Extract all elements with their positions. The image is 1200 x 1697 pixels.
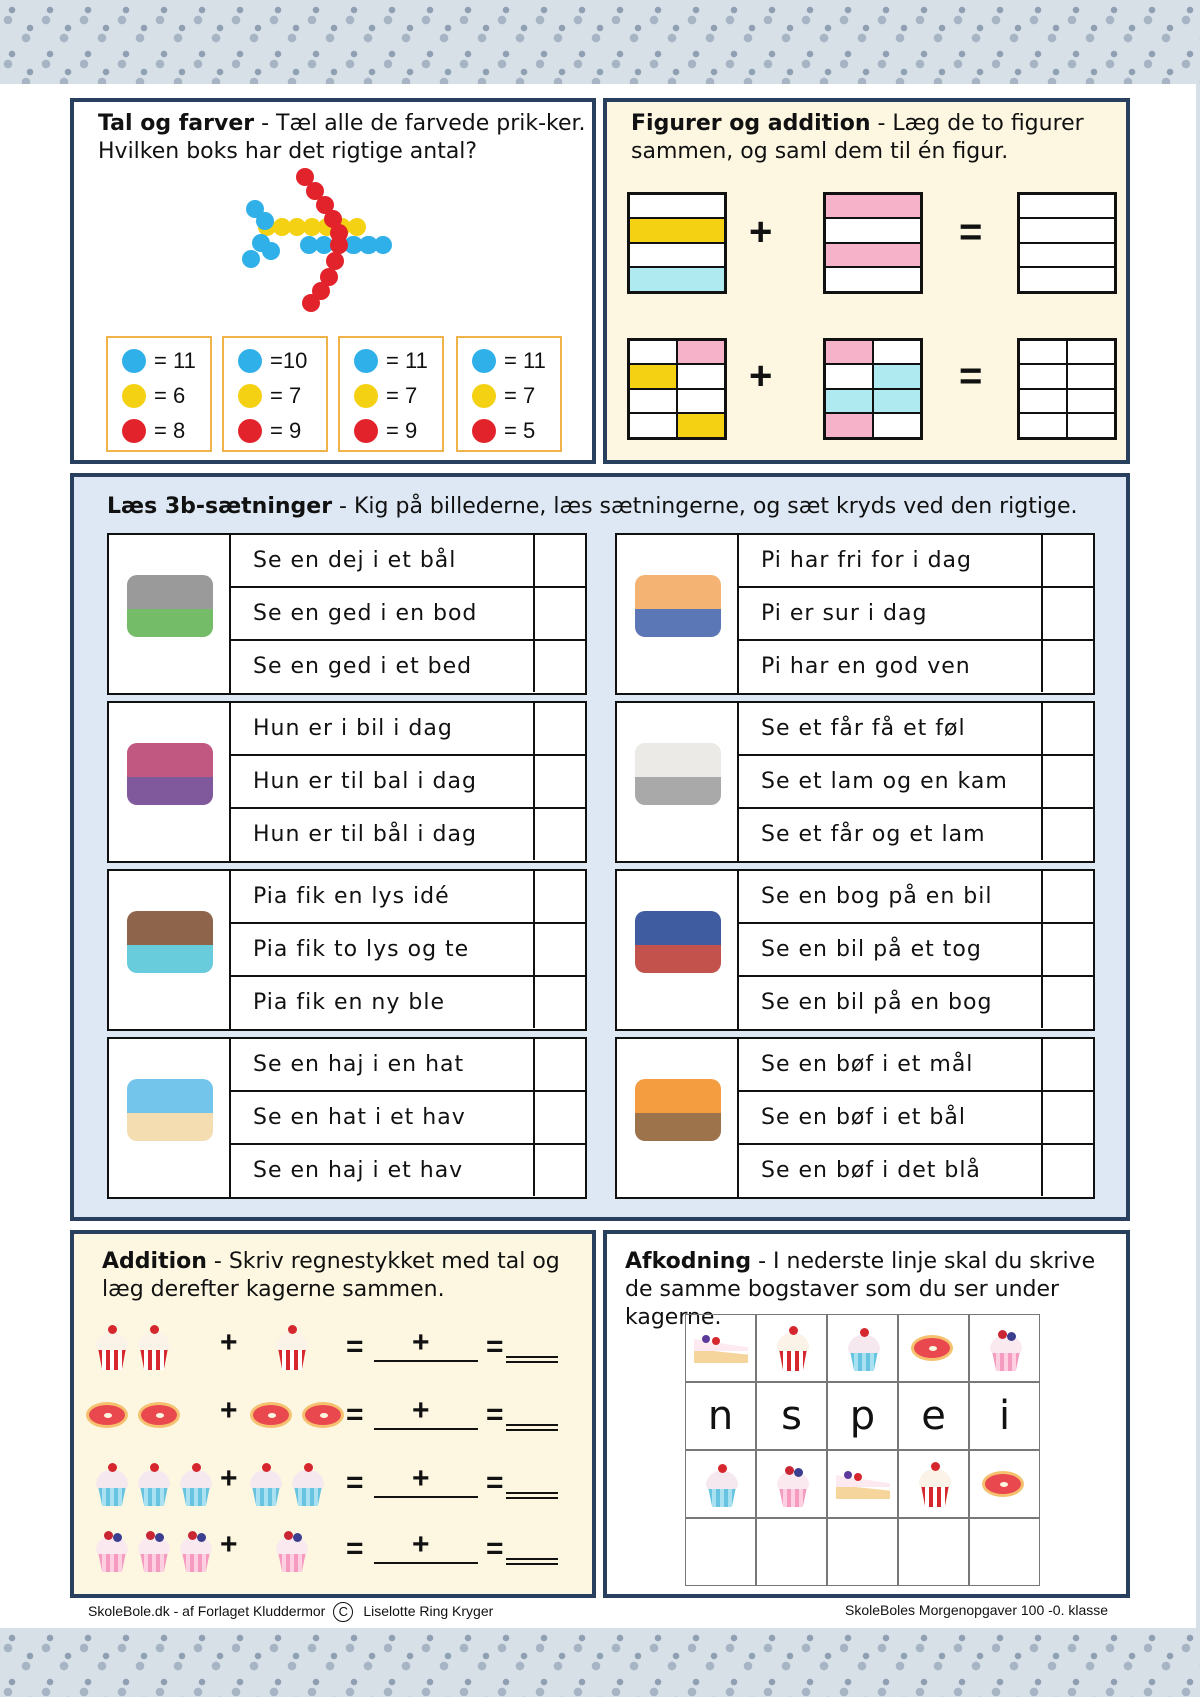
panel-afkodning <box>603 1230 1130 1598</box>
cupcake-pink-icon <box>176 1522 216 1572</box>
decode-cake-cell <box>685 1314 756 1382</box>
cupcake-pink-icon <box>272 1522 312 1572</box>
donut-icon <box>982 1457 1030 1507</box>
checkbox[interactable] <box>535 1092 585 1143</box>
equals-sign: = <box>346 1330 364 1363</box>
sentence-block <box>107 869 587 1031</box>
sentence-text: Se en bog på en bil <box>739 871 1043 922</box>
decode-letter: n <box>707 1393 734 1439</box>
shape-answer-1[interactable] <box>1017 192 1117 294</box>
decode-letter-cell <box>827 1382 898 1450</box>
footer-left: SkoleBole.dk - af Forlaget Kluddermor C Liselotte Ring Kryger <box>88 1602 493 1622</box>
sentence-text: Se en ged i en bod <box>231 588 535 639</box>
ballroom-dance-icon <box>109 703 231 861</box>
plus-sign: + <box>220 1326 238 1359</box>
sentence-row <box>231 924 585 977</box>
sentence-row <box>739 1145 1093 1198</box>
girl-with-bell-icon <box>617 535 739 693</box>
sentence-row <box>231 809 585 862</box>
equals-sign: = <box>486 1466 504 1499</box>
sentence-row <box>739 871 1093 924</box>
result-line[interactable] <box>506 1356 558 1358</box>
equals-sign: = <box>486 1398 504 1431</box>
answer-box-3[interactable]: = 11 = 7 = 9 <box>338 336 444 452</box>
decode-cake-cell <box>827 1314 898 1382</box>
decode-cake-cell <box>756 1450 827 1518</box>
sentence-text: Pia fik to lys og te <box>231 924 535 975</box>
checkbox[interactable] <box>535 756 585 807</box>
sentence-row <box>231 535 585 588</box>
sentence-text: Se en bøf i et mål <box>739 1039 1043 1090</box>
decode-letter-cell <box>969 1382 1040 1450</box>
panel-title: Læs 3b-sætninger - Kig på billederne, læs sætningerne, og sæt kryds ved den rigtige. <box>107 494 1078 519</box>
blue-dot-icon <box>122 349 146 373</box>
checkbox[interactable] <box>535 809 585 860</box>
sentence-text: Se en haj i en hat <box>231 1039 535 1090</box>
plus-sign: + <box>220 1462 238 1495</box>
addition-row <box>74 1518 594 1584</box>
cupcake-blue-icon <box>92 1456 132 1506</box>
shape-b1 <box>823 192 923 294</box>
equals-sign: = <box>486 1330 504 1363</box>
cupcake-blue-icon <box>176 1456 216 1506</box>
sentence-row <box>231 1145 585 1198</box>
shape-a2 <box>627 338 727 440</box>
equals-sign: = <box>346 1398 364 1431</box>
equals-sign: = <box>346 1466 364 1499</box>
sentence-row <box>231 977 585 1030</box>
sentence-block <box>615 701 1095 863</box>
decode-answer-cell[interactable] <box>969 1518 1040 1586</box>
blue-dot-icon <box>354 349 378 373</box>
sentence-block <box>615 1037 1095 1199</box>
footer-right: SkoleBoles Morgenopgaver 100 -0. klasse <box>845 1602 1109 1618</box>
sheep-and-lamb-icon <box>617 703 739 861</box>
checkbox[interactable] <box>535 703 585 754</box>
sentence-text: Se en ged i et bed <box>231 641 535 692</box>
sentence-row <box>231 588 585 641</box>
shape-a1 <box>627 192 727 294</box>
checkbox[interactable] <box>535 641 585 692</box>
checkbox[interactable] <box>1043 588 1093 639</box>
sentence-row <box>231 1092 585 1145</box>
decode-cake-cell <box>898 1314 969 1382</box>
decode-answer-cell[interactable] <box>827 1518 898 1586</box>
sentence-row <box>739 756 1093 809</box>
answer-box-1[interactable]: = 11 = 6 = 8 <box>106 336 212 452</box>
blue-dot-icon <box>472 349 496 373</box>
airplane-dot <box>302 294 320 312</box>
donut-icon <box>302 1388 350 1438</box>
decode-answer-cell[interactable] <box>756 1518 827 1586</box>
sentence-text: Se et får få et føl <box>739 703 1043 754</box>
decode-cake-cell <box>756 1314 827 1382</box>
checkbox[interactable] <box>1043 809 1093 860</box>
panel-figurer-og-addition <box>603 98 1130 464</box>
decorative-bottom-pattern <box>0 1628 1200 1697</box>
sentence-row <box>739 1092 1093 1145</box>
plus-sign: + <box>412 1394 430 1427</box>
donut-icon <box>86 1388 134 1438</box>
copyright-icon: C <box>333 1602 353 1622</box>
sentence-row <box>231 641 585 694</box>
red-dot-icon <box>472 419 496 443</box>
donut-icon <box>250 1388 298 1438</box>
plus-sign: + <box>412 1462 430 1495</box>
equals-sign: = <box>346 1532 364 1565</box>
cake-slice-icon <box>694 1321 750 1371</box>
sentence-text: Pi har fri for i dag <box>739 535 1043 586</box>
decode-cake-cell <box>898 1450 969 1518</box>
decode-cake-cell <box>969 1314 1040 1382</box>
sentence-text: Se en bøf i det blå <box>739 1145 1043 1196</box>
sentence-row <box>739 977 1093 1030</box>
plus-sign: + <box>220 1394 238 1427</box>
decode-answer-cell[interactable] <box>685 1518 756 1586</box>
addition-row <box>74 1452 594 1518</box>
checkbox[interactable] <box>535 924 585 975</box>
checkbox[interactable] <box>535 535 585 586</box>
sentence-text: Se en bil på en bog <box>739 977 1043 1028</box>
checkbox[interactable] <box>1043 924 1093 975</box>
sentence-text: Pia fik en ny ble <box>231 977 535 1028</box>
cupcake-red-icon <box>92 1320 132 1370</box>
decode-letter: s <box>781 1393 802 1439</box>
result-line[interactable] <box>506 1558 558 1560</box>
sentence-row <box>739 703 1093 756</box>
goat-icon <box>109 535 231 693</box>
airplane-dot <box>262 242 280 260</box>
decode-letter: i <box>998 1393 1011 1439</box>
cupcake-pink-icon <box>134 1522 174 1572</box>
decode-grid <box>685 1314 1041 1586</box>
sentence-text: Se et lam og en kam <box>739 756 1043 807</box>
answer-line[interactable] <box>374 1562 478 1564</box>
red-dot-icon <box>122 419 146 443</box>
plus-sign: + <box>412 1326 430 1359</box>
panel-tal-og-farver <box>70 98 596 464</box>
sentence-text: Pi er sur i dag <box>739 588 1043 639</box>
answer-line[interactable] <box>374 1360 478 1362</box>
cupcake-pink-icon <box>773 1457 813 1507</box>
donut-icon <box>138 1388 186 1438</box>
sentence-text: Se en bil på et tog <box>739 924 1043 975</box>
cupcake-pink-icon <box>986 1321 1026 1371</box>
checkbox[interactable] <box>1043 535 1093 586</box>
result-line[interactable] <box>506 1424 558 1426</box>
bonfire-icon <box>617 1039 739 1197</box>
red-dot-icon <box>354 419 378 443</box>
checkbox[interactable] <box>1043 756 1093 807</box>
decode-letter-cell <box>898 1382 969 1450</box>
sentence-row <box>739 535 1093 588</box>
decorative-top-pattern <box>0 0 1200 84</box>
sentence-row <box>231 756 585 809</box>
panel-title: Figurer og addition - Læg de to figurer sammen, og saml dem til én figur. <box>631 111 1084 164</box>
decode-letter-cell <box>756 1382 827 1450</box>
decode-letter: e <box>921 1393 946 1439</box>
sentence-block <box>107 701 587 863</box>
cupcake-red-icon <box>134 1320 174 1370</box>
decode-cake-cell <box>969 1450 1040 1518</box>
decorative-right-strip <box>1196 84 1200 1628</box>
yellow-dot-icon <box>238 384 262 408</box>
result-line[interactable] <box>506 1492 558 1494</box>
car-on-book-icon <box>617 871 739 1029</box>
girl-with-idea-icon <box>109 871 231 1029</box>
decode-answer-cell[interactable] <box>898 1518 969 1586</box>
plus-sign: + <box>220 1528 238 1561</box>
cupcake-pink-icon <box>92 1522 132 1572</box>
airplane-dot <box>348 218 366 236</box>
cupcake-blue-icon <box>246 1456 286 1506</box>
shark-in-sea-icon <box>109 1039 231 1197</box>
yellow-dot-icon <box>354 384 378 408</box>
panel-laes-saetninger <box>70 473 1130 1221</box>
sentence-block <box>615 533 1095 695</box>
sentence-text: Hun er til bal i dag <box>231 756 535 807</box>
cupcake-red-icon <box>773 1321 813 1371</box>
sentence-row <box>739 641 1093 694</box>
answer-box-4[interactable]: = 11 = 7 = 5 <box>456 336 562 452</box>
red-dot-icon <box>238 419 262 443</box>
result-line <box>506 1429 558 1431</box>
sentence-block <box>107 1037 587 1199</box>
answer-line[interactable] <box>374 1428 478 1430</box>
equals-sign: = <box>959 210 983 254</box>
decode-cake-cell <box>685 1450 756 1518</box>
plus-sign: + <box>412 1528 430 1561</box>
addition-row <box>74 1316 594 1382</box>
sentence-text: Se en bøf i et bål <box>739 1092 1043 1143</box>
checkbox[interactable] <box>1043 1092 1093 1143</box>
equals-sign: = <box>486 1532 504 1565</box>
checkbox[interactable] <box>535 871 585 922</box>
cupcake-blue-icon <box>844 1321 884 1371</box>
shape-b2 <box>823 338 923 440</box>
panel-addition <box>70 1230 596 1598</box>
result-line <box>506 1563 558 1565</box>
checkbox[interactable] <box>1043 1039 1093 1090</box>
cupcake-blue-icon <box>702 1457 742 1507</box>
decode-cake-cell <box>827 1450 898 1518</box>
yellow-dot-icon <box>472 384 496 408</box>
airplane-dot <box>242 250 260 268</box>
sentence-text: Se en dej i et bål <box>231 535 535 586</box>
panel-title: Tal og farver - Tæl alle de farvede prik-ker. Hvilken boks har det rigtige antal? <box>98 111 586 164</box>
checkbox[interactable] <box>535 1039 585 1090</box>
sentence-text: Hun er i bil i dag <box>231 703 535 754</box>
airplane-dot <box>374 236 392 254</box>
result-line <box>506 1361 558 1363</box>
checkbox[interactable] <box>1043 1145 1093 1196</box>
yellow-dot-icon <box>122 384 146 408</box>
decode-letter: p <box>849 1393 876 1439</box>
sentence-text: Se en haj i et hav <box>231 1145 535 1196</box>
cupcake-blue-icon <box>134 1456 174 1506</box>
checkbox[interactable] <box>535 588 585 639</box>
checkbox[interactable] <box>535 977 585 1028</box>
panel-title: Afkodning - I nederste linje skal du skrive de samme bogstaver som du ser under kagerne. <box>625 1249 1096 1330</box>
plus-sign: + <box>749 354 773 398</box>
sentence-row <box>231 1039 585 1092</box>
result-line <box>506 1497 558 1499</box>
sentence-text: Se et får og et lam <box>739 809 1043 860</box>
sentence-row <box>739 809 1093 862</box>
cupcake-red-icon <box>272 1320 312 1370</box>
answer-line[interactable] <box>374 1496 478 1498</box>
sentence-row <box>231 703 585 756</box>
checkbox[interactable] <box>1043 641 1093 692</box>
sentence-row <box>739 588 1093 641</box>
cupcake-blue-icon <box>288 1456 328 1506</box>
blue-dot-icon <box>238 349 262 373</box>
answer-box-2[interactable]: =10 = 7 = 9 <box>222 336 328 452</box>
checkbox[interactable] <box>1043 977 1093 1028</box>
sentence-text: Hun er til bål i dag <box>231 809 535 860</box>
airplane-dot <box>256 212 274 230</box>
plus-sign: + <box>749 210 773 254</box>
sentence-row <box>231 871 585 924</box>
sentence-text: Pia fik en lys idé <box>231 871 535 922</box>
sentence-block <box>615 869 1095 1031</box>
sentence-text: Se en hat i et hav <box>231 1092 535 1143</box>
sentence-row <box>739 1039 1093 1092</box>
addition-row <box>74 1384 594 1450</box>
equals-sign: = <box>959 354 983 398</box>
donut-icon <box>911 1321 959 1371</box>
shape-answer-2[interactable] <box>1017 338 1117 440</box>
sentence-row <box>739 924 1093 977</box>
cake-slice-icon <box>836 1457 892 1507</box>
decode-letter-cell <box>685 1382 756 1450</box>
sentence-block <box>107 533 587 695</box>
checkbox[interactable] <box>535 1145 585 1196</box>
checkbox[interactable] <box>1043 871 1093 922</box>
sentence-text: Pi har en god ven <box>739 641 1043 692</box>
panel-title: Addition - Skriv regnestykket med tal og læg derefter kagerne sammen. <box>102 1249 560 1302</box>
cupcake-red-icon <box>915 1457 955 1507</box>
checkbox[interactable] <box>1043 703 1093 754</box>
